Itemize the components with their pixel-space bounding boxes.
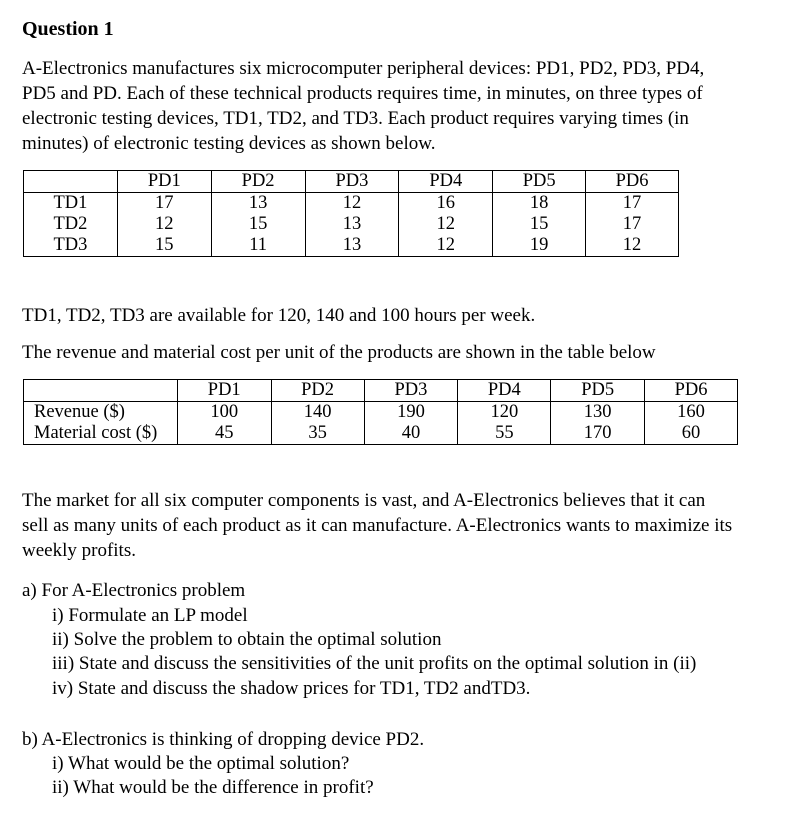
table-cell: 35	[271, 423, 364, 445]
table-header-row	[24, 171, 679, 193]
header-cell: PD3	[305, 171, 399, 193]
table-cell: 17	[117, 193, 211, 215]
table-cell: 45	[177, 423, 271, 445]
header-cell: PD5	[551, 380, 645, 402]
table-row	[24, 423, 738, 445]
table-row	[24, 193, 679, 215]
market-line: The market for all six computer components is vast, and A-Electronics believes that it can	[22, 490, 706, 511]
table-cell: 12	[117, 214, 211, 235]
table-cell: 18	[493, 193, 586, 215]
intro-line: PD5 and PD. Each of these technical products requires time, in minutes, on three types of	[22, 83, 703, 104]
intro-line: A-Electronics manufactures six microcomputer peripheral devices: PD1, PD2, PD3, PD4,	[22, 58, 705, 79]
table-header-row	[24, 380, 738, 402]
table-cell: 40	[364, 423, 458, 445]
table-cell: 12	[305, 193, 399, 215]
header-cell: PD6	[645, 380, 738, 402]
table-cell: 60	[645, 423, 738, 445]
row-label: TD2	[24, 214, 118, 235]
table-row	[24, 214, 679, 235]
intro-line: minutes) of electronic testing devices as shown below.	[22, 133, 436, 154]
header-cell: PD4	[458, 380, 551, 402]
header-cell: PD3	[364, 380, 458, 402]
row-label: TD1	[24, 193, 118, 215]
availability-text: TD1, TD2, TD3 are available for 120, 140 and 100 hours per week.	[22, 305, 536, 326]
header-cell: PD2	[271, 380, 364, 402]
row-label: Material cost ($)	[24, 423, 178, 445]
table-cell: 17	[586, 193, 679, 215]
testing-time-table	[23, 170, 679, 257]
row-label: Revenue ($)	[24, 402, 178, 424]
revenue-cost-table	[23, 379, 738, 445]
table-cell: 140	[271, 402, 364, 424]
table-cell: 190	[364, 402, 458, 424]
header-cell: PD1	[177, 380, 271, 402]
part-a-heading: a) For A-Electronics problem	[22, 580, 246, 601]
table-cell: 13	[211, 193, 305, 215]
header-cell: PD5	[493, 171, 586, 193]
table-cell: 17	[586, 214, 679, 235]
row-label: TD3	[24, 235, 118, 257]
table-cell: 15	[493, 214, 586, 235]
table-row	[24, 402, 738, 424]
table-cell: 100	[177, 402, 271, 424]
table-cell: 170	[551, 423, 645, 445]
market-line: sell as many units of each product as it can manufacture. A-Electronics wants to maximize its	[22, 515, 733, 536]
part-a-item: ii) Solve the problem to obtain the optimal solution	[52, 629, 442, 650]
table-cell: 120	[458, 402, 551, 424]
table-cell: 13	[305, 235, 399, 257]
table-cell: 15	[117, 235, 211, 257]
revenue-intro-text: The revenue and material cost per unit of the products are shown in the table below	[22, 342, 656, 363]
intro-line: electronic testing devices, TD1, TD2, and TD3. Each product requires varying times (in	[22, 108, 689, 129]
part-b-item: ii) What would be the difference in profit?	[52, 777, 374, 798]
header-cell: PD4	[399, 171, 493, 193]
part-a-item: iii) State and discuss the sensitivities of the unit profits on the optimal solution in (ii)	[52, 653, 697, 674]
part-b-item: i) What would be the optimal solution?	[52, 753, 350, 774]
table-cell: 15	[211, 214, 305, 235]
header-cell	[24, 171, 118, 193]
market-line: weekly profits.	[22, 540, 136, 561]
header-cell: PD1	[117, 171, 211, 193]
table-cell: 16	[399, 193, 493, 215]
header-cell: PD2	[211, 171, 305, 193]
table-cell: 19	[493, 235, 586, 257]
table-cell: 12	[399, 235, 493, 257]
table-row	[24, 235, 679, 257]
header-cell	[24, 380, 178, 402]
part-a-item: iv) State and discuss the shadow prices for TD1, TD2 andTD3.	[52, 678, 531, 699]
table-cell: 12	[586, 235, 679, 257]
table-cell: 12	[399, 214, 493, 235]
question-title: Question 1	[22, 18, 114, 40]
table-cell: 55	[458, 423, 551, 445]
table-cell: 160	[645, 402, 738, 424]
header-cell: PD6	[586, 171, 679, 193]
part-b-heading: b) A-Electronics is thinking of dropping device PD2.	[22, 729, 425, 750]
part-a-item: i) Formulate an LP model	[52, 605, 248, 626]
table-cell: 130	[551, 402, 645, 424]
table-cell: 13	[305, 214, 399, 235]
table-cell: 11	[211, 235, 305, 257]
